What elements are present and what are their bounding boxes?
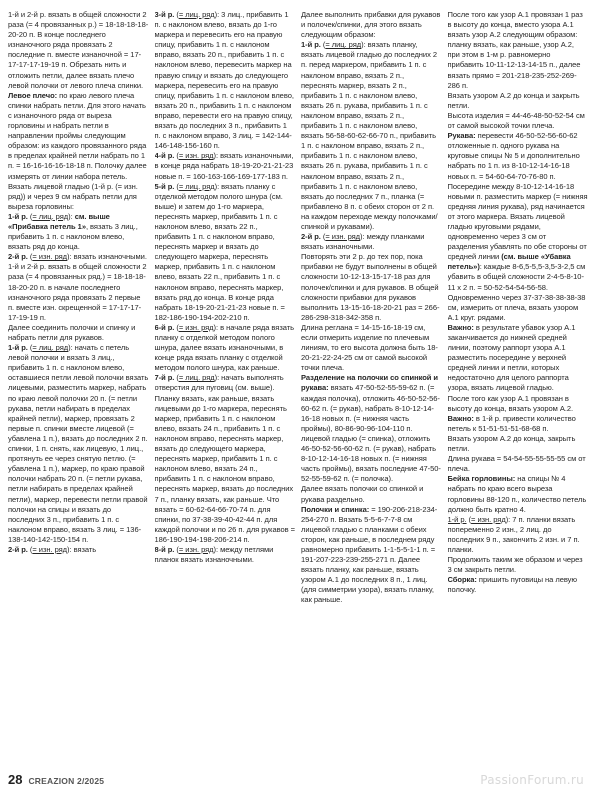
underlined-text: = лиц. ряд: [325, 40, 362, 50]
underlined-text: = лиц. ряд: [178, 181, 215, 191]
article-body: [8, 10, 588, 765]
paragraph: [448, 575, 589, 595]
text-run: в 1-й р. привести количество петель к 51-51-51-51-68-68 п.: [447, 413, 576, 433]
bold-text: 1-й р.: [301, 40, 321, 50]
text-run: Посередине между 8-10-12-14-16-18 новыми п. разместить маркер (= нижняя средняя линия рукава), ряд начинается от этого маркера. Вязать лицевой гладью круговыми рядами, одновременно через 3 см от разделения убавлять по обе стороны от средней линии: [447, 181, 588, 262]
text-run: (: [466, 514, 472, 524]
text-run: (: [27, 252, 33, 262]
paragraph: [301, 40, 442, 232]
text-run: Продолжить таким же образом и через 3 см закрыть петли.: [447, 555, 583, 575]
text-run: После того как узор А.1 провязан в высоту до конца, вязать узором А.2.: [447, 393, 574, 413]
text-column-2: [155, 10, 296, 765]
text-run: Вязать лицевой гладью (1-й р. (= изн. ряд)) и через 9 см набрать петли для выреза горловины:: [8, 181, 138, 211]
paragraph: [155, 182, 296, 323]
text-run: Повторять эти 2 р. до тех пор, пока прибавки не будут выполнены в общей сложности 10-12-13-15-17-18 раз для полочек/спинки и для рукавов. В общей сложности прибавки для рукавов выполнить 13-15-16-18-20-21 раз = 266-286-298-318-342-358 п.: [301, 252, 440, 322]
paragraph: [301, 10, 442, 40]
text-run: Длина реглана = 14-15-16-18-19 см, если отмерить изделие по плечевым линиям, то его высота должна быть 18-20-21-22-24-25 см от самой высокой точки плеча.: [301, 322, 438, 373]
underlined-text: = лиц. ряд: [32, 211, 69, 221]
text-run: ): между планками вязать изнаночными.: [301, 232, 425, 252]
bold-text: 5-й р.: [154, 181, 175, 191]
underlined-text: = изн. ряд: [325, 232, 361, 242]
paragraph: [8, 545, 149, 555]
text-run: пришить пуговицы на левую полочку.: [447, 575, 577, 595]
paragraph: [448, 434, 589, 454]
bold-text: Рукава:: [447, 131, 476, 141]
page-footer: [8, 772, 584, 792]
text-run: (: [174, 373, 179, 383]
text-run: = 190-206-218-234-254-270 п. Вязать 5-5-6-7-7-8 см лицевой гладью с планками с обеих сторон, как раньше, в последнем ряду равномерно прибавить 1-1-5-5-1-1 п. = 191-207-223-239-255-271 п. Далее вязать планку, как раньше, вязать узором А.1 до последних 8 п., 1 лиц. (для симметрии узора), вязать планку, как раньше.: [301, 504, 438, 605]
text-run: Далее выполнить прибавки для рукавов и полочек/спинки, для этого вязать следующим образом:: [301, 10, 441, 40]
text-run: ): вязать: [67, 544, 97, 554]
text-run: (: [27, 211, 33, 221]
text-run: Одновременно через 37-37-38-38-38-38 см, измерить от плеча, вязать узором А.1 круг. рядами.: [447, 292, 586, 322]
paragraph: [448, 394, 589, 414]
paragraph: [448, 10, 589, 91]
text-run: 1-й и 2-й р. вязать в общей сложности 2 раза (= 4 провязанных р.) = 18-18-18-18-20-20 п. В конце последнего изнаночного ряда провязать 2 последние п. вместе изнаночной = 17-17-17-17-19-19 п. Обрезать нить и отложить петли, далее вязать плечо левой полочки от левого плеча спинки.: [8, 10, 149, 90]
text-run: ): вязать планку с отделкой методом полого шнура (см. выше) и затем до 1-го маркера, переснять маркер, прибавить 1 п. с наклоном влево, вязать 22 п., прибавить 1 п. с наклоном вправо, переснять маркер и вязать до следующего маркера, переснять маркер, прибавить 1 п. с наклоном влево, вязать 22 п., прибавить 1 п. с наклоном вправо, переснять маркер, вязать ряд до конца. В конце ряда набрать 18-19-20-21-21-23 новые п. = 182-186-190-194-202-210 п.: [154, 181, 285, 322]
paragraph: [8, 323, 149, 343]
bold-text: Сборка:: [447, 575, 477, 585]
paragraph: [155, 10, 296, 151]
text-run: : каждые 8-6,5-5,5-3,5-3-2,5 см убавить в общей сложности 2-4-5-8-10-11 х 2 п. = 50-52-54-54-56-58.: [447, 262, 586, 292]
text-run: После того как узор А.1 провязан 1 раз в высоту до конца, вместо узора А.1 вязать узор А.2 следующим образом: планку вязать, как раньше, узор А.2, при этом в 1-м р. равномерно прибавить 10-11-12-13-14-15 п., далее вязать прямо = 201-218-235-252-269-286 п.: [447, 10, 583, 90]
underlined-text: 1-й р.: [447, 514, 467, 524]
text-run: перевести 46-50-52-56-60-62 отложенные п. одного рукава на круговые спицы № 5 и дополнительно набрать по 1 п. из 8-10-12-14-16-18 новых п. = 54-60-64-70-76-80 п.: [447, 131, 580, 181]
text-run: 1-й и 2-й р. вязать в общей сложности 2 раза (= 4 провязанных ряд.) = 18-18-18-18-20-20 п. в начале последнего изнаночного ряда провязать 2 первые п. вместе изн. скрещенной = 17-17-17-17-19-19 п.: [8, 262, 147, 322]
paragraph: [448, 414, 589, 434]
text-run: ): между петлями планок вязать изнаночными.: [154, 544, 274, 565]
text-column-4: [448, 10, 589, 765]
watermark: PassionForum.ru: [480, 773, 584, 787]
text-column-3: [301, 10, 442, 765]
underlined-text: = изн. ряд: [178, 151, 214, 161]
page-number: 28: [8, 772, 23, 787]
text-run: на спицы № 4 набрать по краю всего выреза горловины 88-120 п., количество петель должно быть кратно 4.: [447, 474, 587, 514]
paragraph: [448, 555, 589, 575]
paragraph: [448, 182, 589, 293]
text-run: (: [174, 322, 179, 332]
text-run: ): 3 лиц., прибавить 1 п. с наклоном влево, вязать до 1-го маркера и перевесить его на правую спицу, прибавить 1 п. с наклоном вправо, вязать 20 п., прибавить 1 п. с наклоном влево, перевесить маркер на правую спицу и вязать до следующего маркера, перевесить его на правую спицу, прибавить 1 п. с наклоном влево, вязать 20 п., прибавить 1 п. с наклоном вправо, перевести его на правую спицу, вязать до последних 3 п., прибавить 1 п. с наклоном вправо, 3 лиц. = 142-144-146-148-156-160 п.: [154, 10, 294, 151]
bold-text: Левое плечо:: [8, 90, 58, 100]
paragraph: [155, 323, 296, 373]
text-run: Далее соединить полочки и спинку и набрать петли для рукавов.: [8, 322, 136, 342]
paragraph: [448, 454, 589, 474]
text-run: ):: [68, 211, 75, 221]
underlined-text: = изн. ряд: [471, 514, 506, 524]
text-run: ): начать выполнять отверстия для пуговиц (см. выше).: [154, 373, 284, 393]
paragraph: [301, 505, 442, 606]
paragraph: [8, 262, 149, 323]
text-run: (: [27, 343, 33, 353]
paragraph: [301, 373, 442, 484]
bold-text: 2-й р.: [8, 252, 28, 262]
paragraph: [448, 293, 589, 323]
underlined-text: = изн. ряд: [178, 322, 214, 332]
paragraph: [301, 484, 442, 504]
paragraph: [448, 91, 589, 111]
paragraph: [448, 111, 589, 131]
paragraph: [155, 394, 296, 545]
text-run: (: [174, 10, 179, 19]
text-column-1: [8, 10, 149, 765]
bold-text: 7-й р.: [154, 373, 175, 383]
paragraph: [155, 545, 296, 565]
bold-text: 1-й р.: [8, 343, 28, 353]
paragraph: [448, 474, 589, 514]
paragraph: [8, 91, 149, 182]
underlined-text: = лиц. ряд: [178, 10, 215, 19]
text-run: Планку вязать, как раньше, вязать лицевыми до 1-го маркера, переснять маркер, прибавить 1 п. с наклоном влево, вязать 24 п., прибавить 1 п. с наклоном вправо, переснять маркер, вязать до следующего маркера, переснять маркер, прибавить 1 п. с наклоном влево, вязать 24 п., прибавить 1 п. с наклоном вправо, переснять маркер, вязать до последних 7 п., планку вязать, как раньше. Что вязать = 60-62-64-66-70-74 п. для спинки, по 37-38-39-40-42-44 п. для каждой полочки и по 26 п. для рукавов = 186-190-194-198-206-214 п.: [154, 393, 295, 544]
underlined-text: = изн. ряд: [32, 252, 68, 262]
bold-text: Важно:: [447, 322, 474, 332]
paragraph: [448, 131, 589, 181]
text-run: (: [174, 151, 179, 161]
paragraph: [448, 323, 589, 394]
text-run: Вязать узором А.2 до конца и закрыть петли.: [447, 90, 580, 110]
underlined-text: = лиц. ряд: [178, 373, 215, 383]
text-run: ): в начале ряда вязать планку с отделкой методом полого шнура, далее вязать изнаночными, в конце ряда вязать планку с отделкой методом полого шнура, как раньше.: [154, 322, 295, 373]
text-run: (: [174, 544, 179, 554]
bold-text: 1-й р.: [8, 211, 28, 221]
text-run: , вязать 3 лиц., прибавить 1 п. с наклоном влево, вязать ряд до конца.: [8, 221, 138, 252]
text-run: (: [27, 544, 33, 554]
text-run: по краю левого плеча спинки набрать петли. Для этого начать с изнаночного ряда от выреза горловины и набрать петли в направлении проймы следующим образом: из каждого провязанного ряда в пределах крайней петли набрать по 1 п. = 16-16-16-16-18-18 п. Полочку далее измерять от линии набора петель.: [8, 90, 147, 181]
bold-text: Бейка горловины:: [447, 474, 516, 484]
underlined-text: = лиц. ряд: [32, 343, 69, 353]
text-run: (: [320, 232, 326, 242]
text-run: ): вязать изнаночными, в конце ряда набрать 18-19-20-21-21-23 новые п. = 160-163-166-169-177-183 п.: [154, 151, 294, 181]
bold-text: 6-й р.: [154, 322, 175, 332]
paragraph: [155, 151, 296, 181]
underlined-text: = изн. ряд: [178, 544, 214, 554]
paragraph: [448, 515, 589, 555]
text-run: ): вязать планку, вязать лицевой гладью до последних 2 п. перед маркером, прибавить 1 п. с наклоном вправо, вязать 2 п., переснять маркер, вязать 2 п., прибавить 1 п. с наклоном влево, вязать 26 п. рукава, прибавить 1 п. с наклоном вправо, вязать 2 п., прибавить 1 п. с наклоном влево, вязать 56-58-60-62-66-70 п., прибавить 1 п. с наклоном вправо, вязать 2 п., прибавить 1 п. с наклоном влево, вязать 26 п. рукава, прибавить 1 п. с наклоном вправо, вязать 2 п., прибавить 1 п. с наклоном влево, вязать до последних 7 п., планка (= прибавлено 8 п. с обеих сторон от 2 п. на каждом переходе между полочками/спинкой и рукавами).: [301, 40, 438, 231]
text-run: ): вязать изнаночными.: [67, 252, 147, 262]
text-run: Длина рукава = 54-54-55-55-55-55 см от плеча.: [447, 454, 586, 474]
magazine-issue: CREAZION 2/2025: [28, 776, 105, 786]
bold-text: Важно:: [447, 413, 474, 423]
underlined-text: = изн. ряд: [32, 544, 68, 554]
paragraph: [301, 252, 442, 323]
paragraph: [8, 212, 149, 252]
text-run: ): 7 п. планки вязать попеременно 2 изн., 2 лиц. до последних 9 п., закончить 2 изн. и 7 п. планки.: [447, 514, 580, 554]
paragraph: [301, 232, 442, 252]
bold-text: Разделение на полочки со спинкой и рукава:: [301, 373, 439, 393]
text-run: вязать 47-50-52-55-59-62 п. (= каждая полочка), отложить 46-50-52-56-60-62 п. (= рукав), набрать 8-10-12-14-16-18 новых п. (= нижняя часть проймы), 80-86-90-96-104-110 п. лицевой гладью (= спинка), отложить 46-50-52-56-60-62 п. (= рукав), набрать 8-10-12-14-16-18 новых п. (= нижняя часть проймы), вязать последние 47-50-52-55-59-62 п. (= полочка).: [301, 383, 441, 484]
text-run: ): начать с петель левой полочки и вязать 3 лиц., прибавить 1 п. с наклоном влево, оставшиеся петли левой полочки вязать лицевыми, разместить маркер, набрать по краю левой полочки 20 п. (= петли рукава, петли набирать в пределах крайней петли), маркер, провязать 2 первые п. спинки вместе лицевой (= убавлена 1 п.), вязать до последних 2 п. спинки, 1 п. снять, как лицевую, 1 лиц., протянуть ее через снятую петлю. (= убавлена 1 п.), маркер, по краю правой полочки набрать 20 п. (= петли рукава, петли набирать в пределах крайней петли), маркер, перевести петли правой полочки на спицы и вязать до последних 3 п., прибавить 1 п. с наклоном вправо, вязать 3 лиц. = 136-138-140-142-150-154 п.: [8, 343, 149, 544]
paragraph: [155, 373, 296, 393]
text-run: (: [174, 181, 179, 191]
bold-text: 2-й р.: [301, 232, 321, 242]
bold-text: Полочки и спинка:: [301, 504, 370, 514]
paragraph: [301, 323, 442, 373]
bold-text: 4-й р.: [154, 151, 175, 161]
paragraph: [8, 343, 149, 545]
paragraph: [8, 252, 149, 262]
bold-text: 3-й р.: [154, 10, 175, 19]
text-run: в результате убавок узор А.1 заканчивается до нижней средней линии, поэтому раппорт узора А.1 разместить посередине у верхней средней линии и петли, которых недостаточно для целого раппорта узора, вязать лицевой гладью.: [447, 322, 576, 393]
bold-text: 2-й р.: [8, 544, 28, 554]
text-run: Далее вязать полочки со спинкой и рукава раздельно.: [301, 484, 424, 504]
text-run: Высота изделия = 44-46-48-50-52-54 см от самой высокой точки плеча.: [447, 110, 585, 131]
paragraph: [8, 182, 149, 212]
bold-text: (см. выше «Убавка петель»): [447, 252, 571, 272]
bold-text: 8-й р.: [154, 544, 175, 554]
bold-text: см. выше «Прибавка петель 1»: [8, 211, 110, 231]
text-run: (: [320, 40, 326, 50]
text-run: Вязать узором А.2 до конца, закрыть петли.: [447, 433, 576, 454]
paragraph: [8, 10, 149, 91]
